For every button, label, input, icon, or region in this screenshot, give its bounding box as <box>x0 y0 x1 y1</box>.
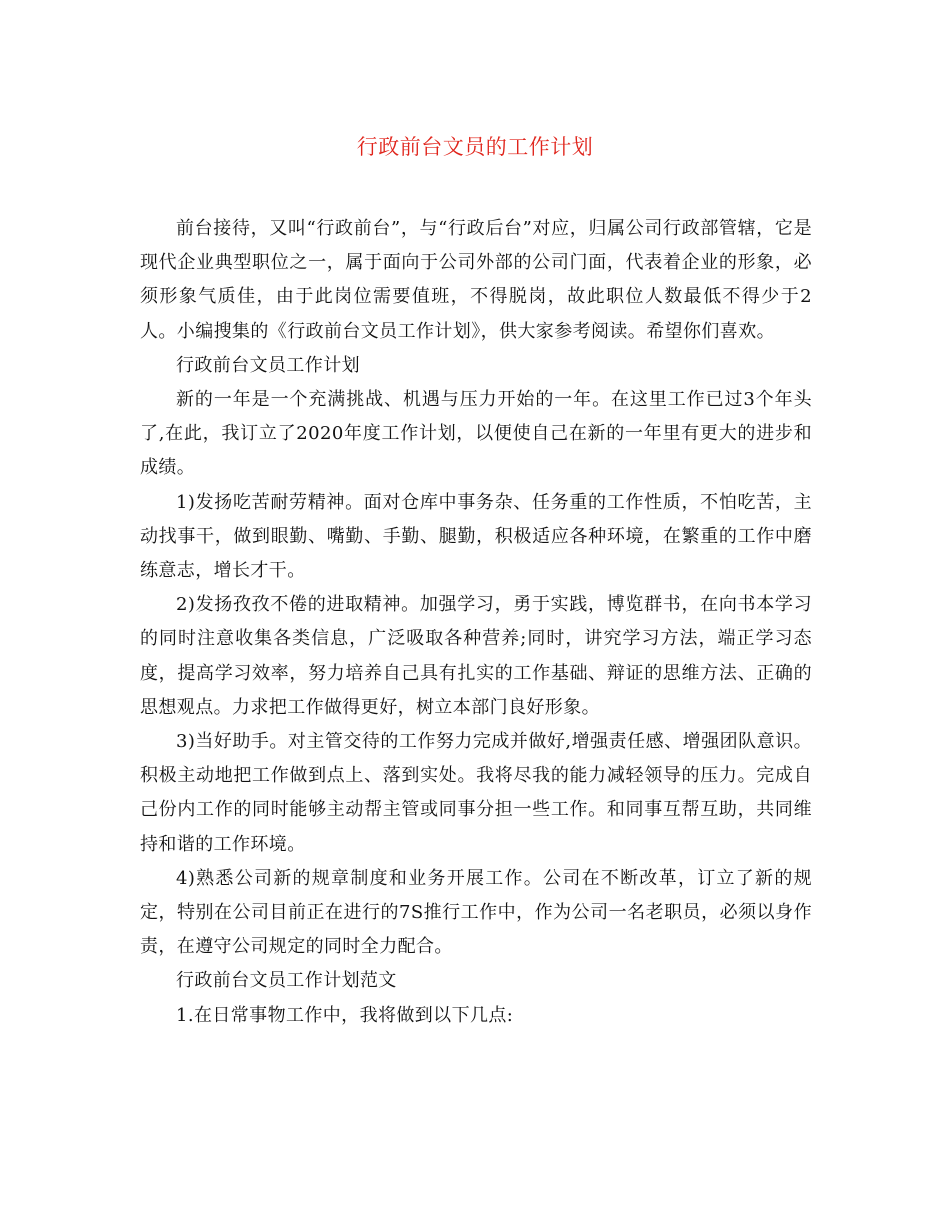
paragraph-point-4: 4)熟悉公司新的规章制度和业务开展工作。公司在不断改革，订立了新的规定，特别在公司目前正在进行的7S推行工作中，作为公司一名老职员，必须以身作责，在遵守公司规定的同时全力配合。 <box>140 867 812 958</box>
paragraph-heading-plan: 行政前台文员工作计划 <box>176 354 360 376</box>
paragraph-new-year: 新的一年是一个充满挑战、机遇与压力开始的一年。在这里工作已过3个年头了,在此，我订立了2020年度工作计划，以便使自己在新的一年里有更大的进步和成绩。 <box>140 389 812 479</box>
paragraph-daily-work: 1.在日常事物工作中，我将做到以下几点: <box>176 1004 514 1026</box>
paragraph-point-3: 3)当好助手。对主管交待的工作努力完成并做好,增强责任感、增强团队意识。积极主动地把工作做到点上、落到实处。我将尽我的能力减轻领导的压力。完成自己份内工作的同时能够主动帮主管或同事分担一些工作。和同事互帮互助，共同维持和谐的工作环境。 <box>140 731 812 855</box>
document-title: 行政前台文员的工作计划 <box>356 135 594 159</box>
paragraph-heading-sample: 行政前台文员工作计划范文 <box>176 970 397 992</box>
document-body <box>140 212 812 1033</box>
paragraph-intro: 前台接待，又叫“行政前台”，与“行政后台”对应，归属公司行政部管辖，它是现代企业典型职位之一，属于面向于公司外部的公司门面，代表着企业的形象，必须形象气质佳，由于此岗位需要值班，不得脱岗，故此职位人数最低不得少于2人。小编搜集的《行政前台文员工作计划》，供大家参考阅读。希望你们喜欢。 <box>140 218 812 342</box>
paragraph-point-1: 1)发扬吃苦耐劳精神。面对仓库中事务杂、任务重的工作性质，不怕吃苦，主动找事干，做到眼勤、嘴勤、手勤、腿勤，积极适应各种环境，在繁重的工作中磨练意志，增长才干。 <box>140 491 812 582</box>
paragraph-point-2: 2)发扬孜孜不倦的进取精神。加强学习，勇于实践，博览群书，在向书本学习的同时注意收集各类信息，广泛吸取各种营养;同时，讲究学习方法，端正学习态度，提高学习效率，努力培养自己具有扎实的工作基础、辩证的思维方法、正确的思想观点。力求把工作做得更好，树立本部门良好形象。 <box>140 594 812 718</box>
